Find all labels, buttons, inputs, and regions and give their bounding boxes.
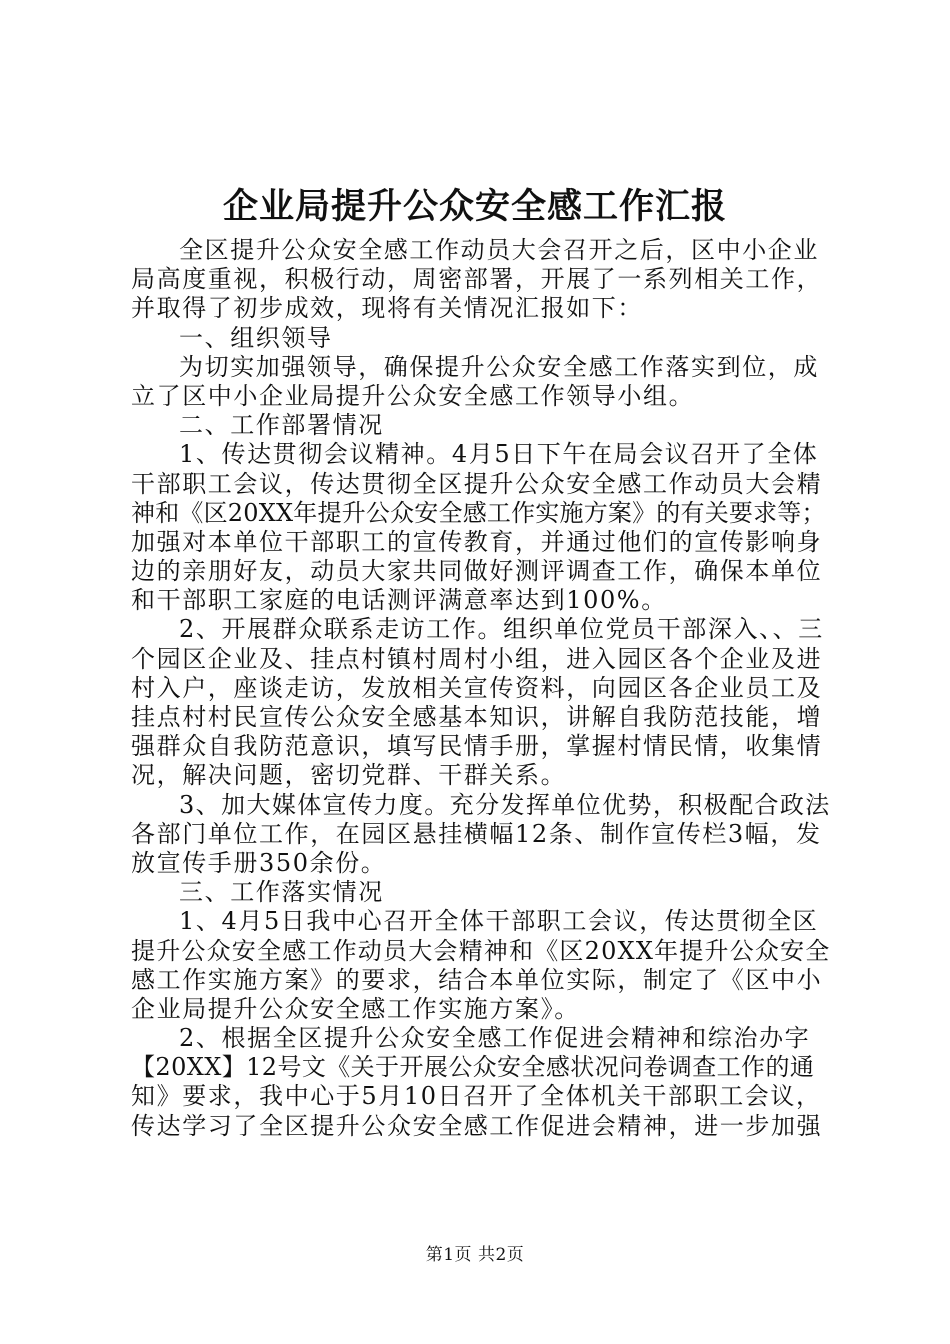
paragraph-line: 局高度重视，积极行动，周密部署，开展了一系列相关工作， xyxy=(131,265,823,294)
paragraph-line: 传达学习了全区提升公众安全感工作促进会精神，进一步加强 xyxy=(131,1111,823,1140)
section-heading: 二、工作部署情况 xyxy=(179,411,384,440)
paragraph-line: 【20XX】12号文《关于开展公众安全感状况问卷调查工作的通 xyxy=(131,1053,815,1082)
paragraph-line: 1、传达贯彻会议精神。4月5日下午在局会议召开了全体 xyxy=(179,440,819,469)
paragraph-line: 2、开展群众联系走访工作。组织单位党员干部深入、、三 xyxy=(179,615,824,644)
paragraph-line: 加强对本单位干部职工的宣传教育，并通过他们的宣传影响身 xyxy=(131,527,823,556)
paragraph-line: 企业局提升公众安全感工作实施方案》。 xyxy=(131,994,580,1023)
paragraph-line: 放宣传手册350余份。 xyxy=(131,848,387,877)
paragraph-line: 挂点村村民宣传公众安全感基本知识，讲解自我防范技能，增 xyxy=(131,703,823,731)
paragraph-line: 各部门单位工作，在园区悬挂横幅12条、制作宣传栏3幅，发 xyxy=(131,819,822,848)
paragraph-line: 2、根据全区提升公众安全感工作促进会精神和综治办字 xyxy=(179,1024,811,1053)
paragraph-line: 况，解决问题，密切党群、干群关系。 xyxy=(131,761,567,790)
page-footer: 第1页 共2页 xyxy=(425,1245,525,1265)
paragraph-line: 3、加大媒体宣传力度。充分发挥单位优势，积极配合政法 xyxy=(179,790,831,819)
section-heading: 三、工作落实情况 xyxy=(179,878,384,907)
paragraph-line: 边的亲朋好友，动员大家共同做好测评调查工作，确保本单位 xyxy=(131,557,823,586)
paragraph-line: 和干部职工家庭的电话测评满意率达到100%。 xyxy=(131,586,667,615)
paragraph-line: 为切实加强领导，确保提升公众安全感工作落实到位，成 xyxy=(179,352,819,381)
paragraph-line: 全区提升公众安全感工作动员大会召开之后，区中小企业 xyxy=(179,236,819,264)
paragraph-line: 立了区中小企业局提升公众安全感工作领导小组。 xyxy=(131,381,695,410)
paragraph-line: 个园区企业及、挂点村镇村周村小组，进入园区各个企业及进 xyxy=(131,644,823,673)
paragraph-line: 1、4月5日我中心召开全体干部职工会议，传达贯彻全区 xyxy=(179,907,819,936)
paragraph-line: 村入户，座谈走访，发放相关宣传资料，向园区各企业员工及 xyxy=(131,673,823,702)
paragraph-line: 感工作实施方案》的要求，结合本单位实际，制定了《区中小 xyxy=(131,965,823,994)
paragraph-line: 知》要求，我中心于5月10日召开了全体机关干部职工会议， xyxy=(131,1082,822,1111)
paragraph-line: 干部职工会议，传达贯彻全区提升公众安全感工作动员大会精 xyxy=(131,469,823,498)
paragraph-line: 强群众自我防范意识，填写民情手册，掌握村情民情，收集情 xyxy=(131,732,823,761)
document-title: 企业局提升公众安全感工作汇报 xyxy=(222,186,727,227)
paragraph-line: 并取得了初步成效，现将有关情况汇报如下： xyxy=(131,294,643,323)
section-heading: 一、组织领导 xyxy=(179,323,333,352)
paragraph-line: 神和《区20XX年提升公众安全感工作实施方案》的有关要求等； xyxy=(131,498,826,527)
paragraph-line: 提升公众安全感工作动员大会精神和《区20XX年提升公众安全 xyxy=(131,936,831,965)
document-body xyxy=(131,236,831,1141)
